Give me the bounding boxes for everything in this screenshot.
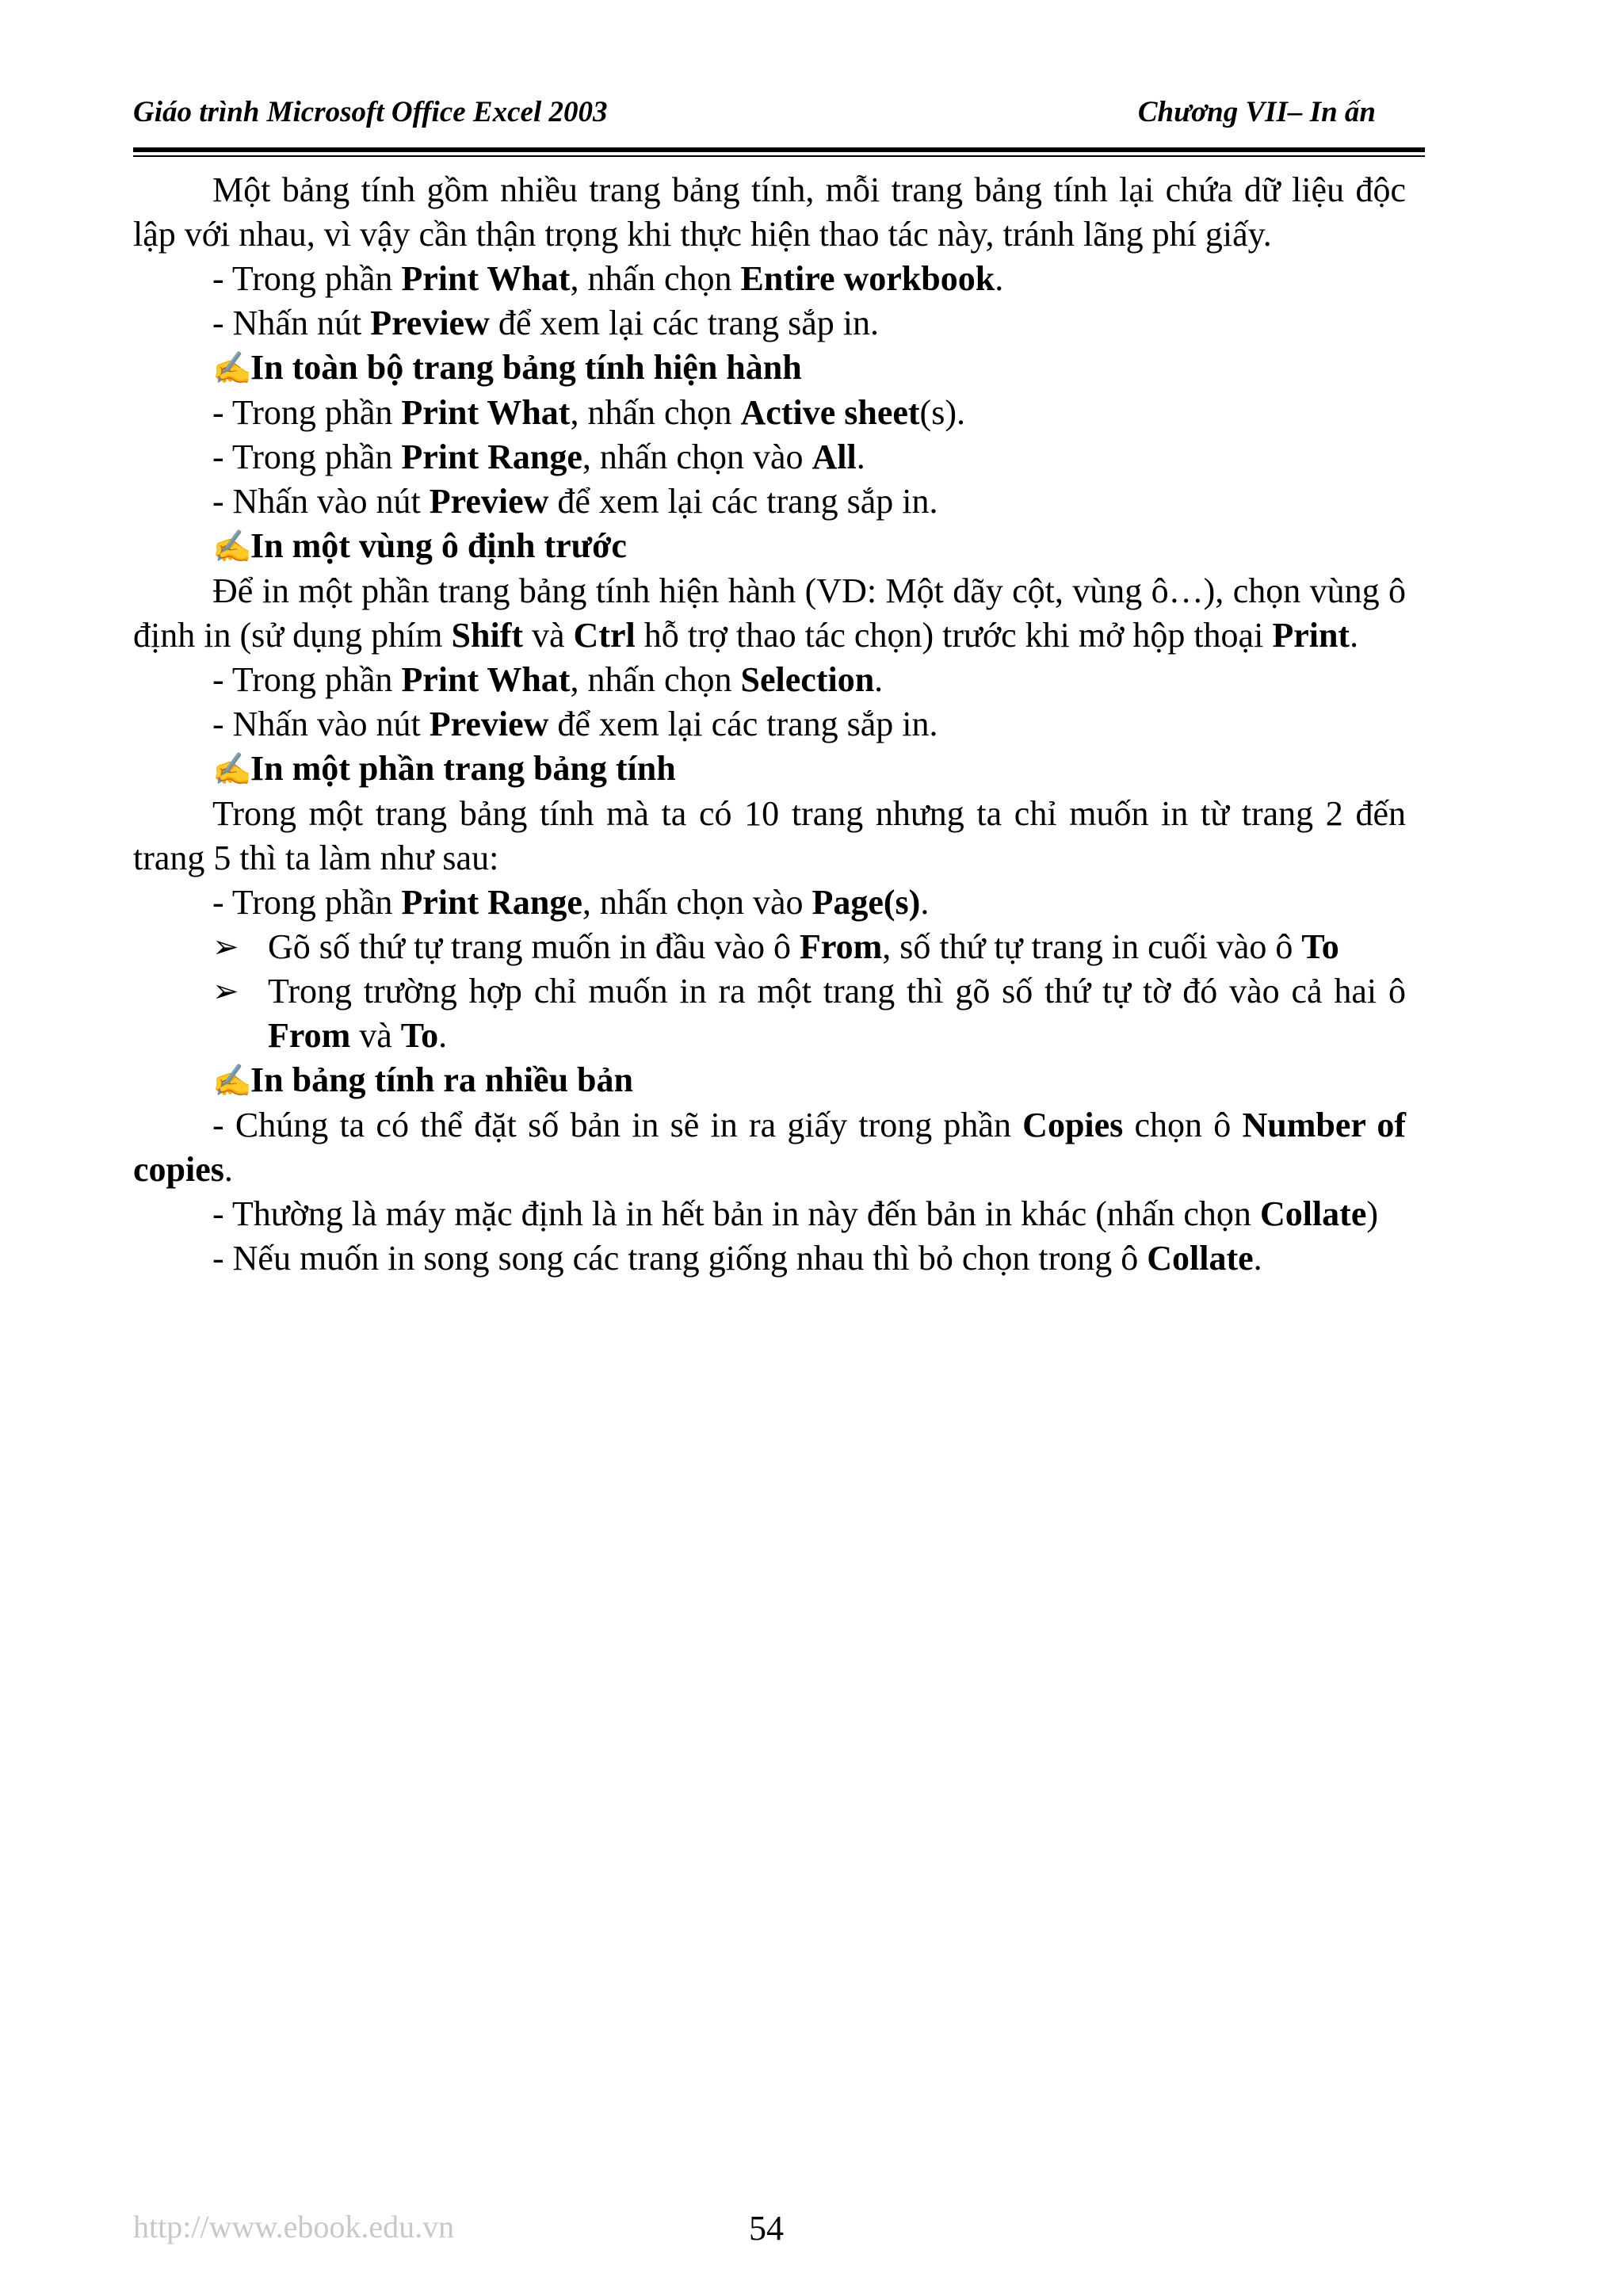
step-print-what-entire: - Trong phần Print What, nhấn chọn Entire workbook.: [212, 259, 1004, 298]
step-preview-1: - Nhấn nút Preview để xem lại các trang sắp in.: [212, 304, 879, 342]
bullet-single-page: ➢ Trong trường hợp chỉ muốn in ra một trang thì gõ số thứ tự tờ đó vào cả hai ô From và To.: [133, 969, 1406, 1058]
step-copies: - Chúng ta có thể đặt số bản in sẽ in ra giấy trong phần Copies chọn ô Number of copies.: [133, 1106, 1406, 1189]
step-print-range-all: - Trong phần Print Range, nhấn chọn vào All.: [212, 437, 865, 476]
bullet-from-to: ➢ Gõ số thứ tự trang muốn in đầu vào ô From, số thứ tự trang in cuối vào ô To: [133, 925, 1406, 969]
step-preview-2: - Nhấn vào nút Preview để xem lại các trang sắp in.: [212, 482, 938, 521]
page-body: [133, 168, 1406, 1281]
header-book-title: Giáo trình Microsoft Office Excel 2003: [133, 96, 608, 128]
step-print-what-active: - Trong phần Print What, nhấn chọn Active sheet(s).: [212, 393, 965, 432]
step-collate-default: - Thường là máy mặc định là in hết bản in này đến bản in khác (nhấn chọn Collate): [212, 1194, 1378, 1233]
page-number: 54: [749, 2209, 784, 2248]
step-collate-uncheck: - Nếu muốn in song song các trang giống nhau thì bỏ chọn trong ô Collate.: [212, 1239, 1262, 1278]
section-heading-copies: ✍In bảng tính ra nhiều bản: [133, 1058, 1406, 1103]
step-preview-3: - Nhấn vào nút Preview để xem lại các trang sắp in.: [212, 705, 938, 743]
header-rule-thick: [133, 147, 1425, 152]
arrow-bullet-icon: ➢: [212, 929, 239, 965]
step-print-what-selection: - Trong phần Print What, nhấn chọn Selection.: [212, 660, 884, 699]
footer-url: http://www.ebook.edu.vn: [133, 2209, 455, 2244]
section-heading-selection: ✍In một vùng ô định trước: [133, 524, 1406, 569]
header-chapter-title: Chương VII– In ấn: [1137, 96, 1376, 128]
page-range-paragraph: Trong một trang bảng tính mà ta có 10 trang nhưng ta chỉ muốn in từ trang 2 đến trang 5 thì ta làm như sau:: [133, 794, 1406, 877]
arrow-bullet-icon: ➢: [212, 973, 239, 1009]
pen-writing-icon: ✍: [212, 1063, 252, 1098]
step-print-range-pages: - Trong phần Print Range, nhấn chọn vào Page(s).: [212, 883, 930, 922]
selection-paragraph: Để in một phần trang bảng tính hiện hành (VD: Một dãy cột, vùng ô…), chọn vùng ô định in (sử dụng phím Shift và Ctrl hỗ trợ thao tác chọn) trước khi mở hộp thoại Print.: [133, 571, 1406, 655]
pen-writing-icon: ✍: [212, 529, 252, 564]
section-heading-page-range: ✍In một phần trang bảng tính: [133, 747, 1406, 792]
pen-writing-icon: ✍: [212, 350, 252, 386]
header-rule-thin: [133, 155, 1425, 157]
pen-writing-icon: ✍: [212, 751, 252, 787]
running-header: [133, 95, 1426, 135]
intro-paragraph: Một bảng tính gồm nhiều trang bảng tính, mỗi trang bảng tính lại chứa dữ liệu độc lập với nhau, vì vậy cần thận trọng khi thực hiện thao tác này, tránh lãng phí giấy.: [133, 170, 1406, 254]
section-heading-active-sheet: ✍In toàn bộ trang bảng tính hiện hành: [133, 346, 1406, 391]
